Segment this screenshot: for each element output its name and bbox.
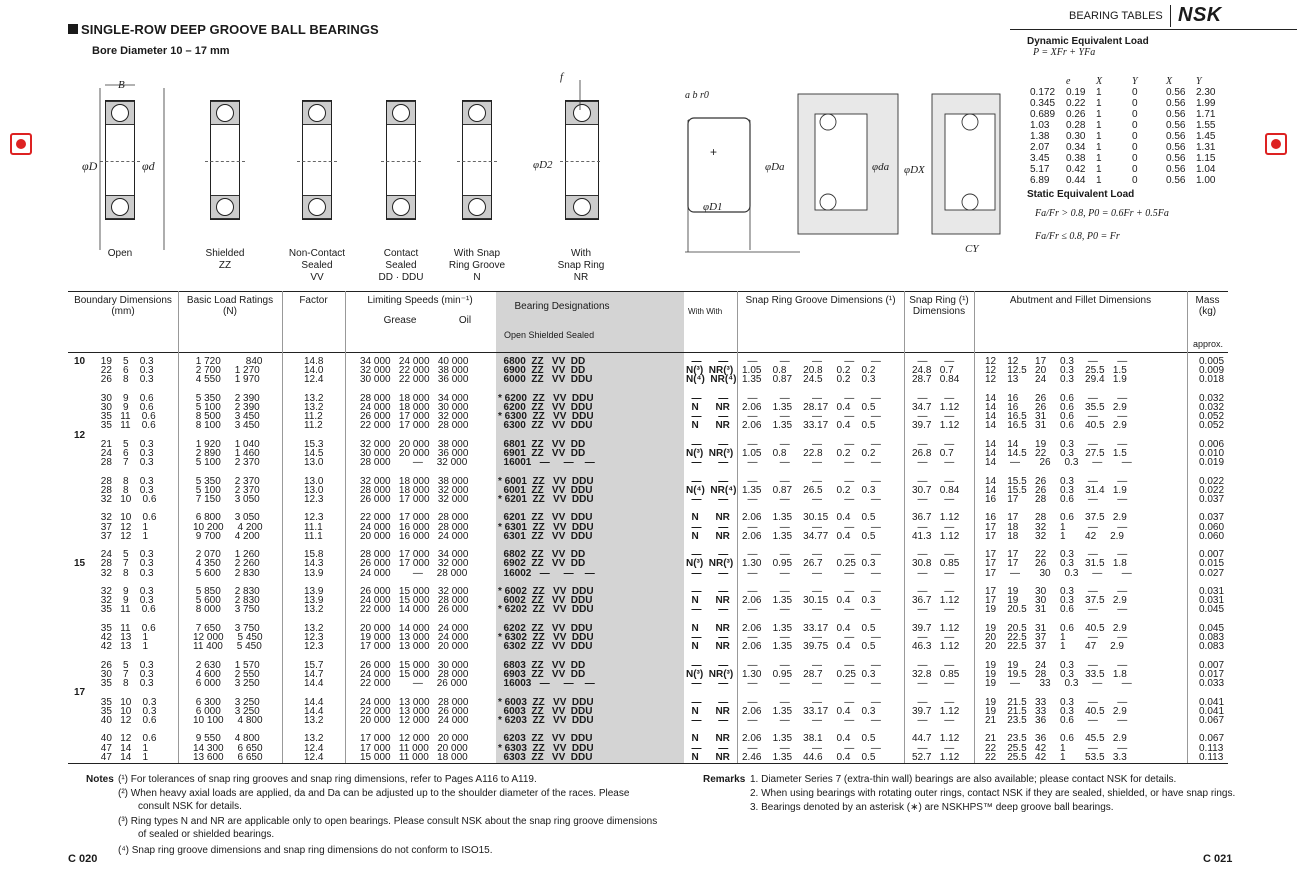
col-mass: 0.005 0.009 0.018 0.032 0.032 0.052 0.052 0.006 0.010 0.019 0.022 0.022 0.037 0.037 0.060 0.060 0.007 0.015 0.027 0.031 0.031 0.045 0.045 0.083 0.083 0.007 0.017 0.033 0.041 0.041 0.067 0.067 0.113 0.113 (1199, 356, 1225, 763)
notes-label: Notes (86, 774, 114, 785)
col-divider (1187, 291, 1188, 763)
note-2b: consult NSK for details. (138, 801, 242, 812)
header-separator (1170, 5, 1171, 27)
svg-text:a b r0: a b r0 (685, 90, 709, 101)
section-label: BEARING TABLES (1069, 10, 1163, 22)
col-divider (282, 291, 283, 763)
hdr-open-shielded-sealed: Open Shielded Sealed (504, 330, 595, 340)
load-row: 0.345 0.22 1 0 0.56 1.99 (1030, 98, 1216, 109)
col-factor: 14.8 14.0 12.4 13.2 13.2 11.2 11.2 15.3 14.5 13.0 13.0 13.0 12.3 12.3 11.1 11.1 15.8 14.3 13.9 13.9 13.9 13.2 13.2 12.3 12.3 15.7 14.7 14.4 14.4 14.4 13.2 13.2 12.4 12.4 (304, 356, 324, 763)
col-divider (974, 291, 975, 763)
col-divider (178, 291, 179, 763)
caption-non-contact: Non-Contact Sealed VV (288, 248, 346, 283)
svg-text:φd: φd (142, 159, 155, 173)
hdr-approx: approx. (1193, 339, 1224, 349)
col-snap-groove-dims: — — — — — 1.05 0.8 20.8 0.2 0.2 1.35 0.87 24.5 0.2 0.3 — — — — — 2.06 1.35 28.17 0.4 0.5 — — — — — 2.06 1.35 33.17 0.4 0.5 — — — — — 1.05 0.8 22.8 0.2 0.2 — — — — — — — — — — 1.35 0.87 26.5 0.2 0.3 — — — — — 2.06 1.35 30.15 0.4 0.5 — — — — — 2.06 1.35 34.77 0.4 0.5 — — — — — 1.30 0.95 26.7 0.25 0.3 — — — — — — — — — — 2.06 1.35 30.15 0.4 0.3 — — — — — 2.06 1.35 33.17 0.4 0.5 — — — — — 2.06 1.35 39.75 0.4 0.5 — — — — — 1.30 0.95 28.7 0.25 0.3 — — — — — — — — — — 2.06 1.35 33.17 0.4 0.3 — — — — — 2.06 1.35 38.1 0.4 0.5 — — — — — 2.46 1.35 44.6 0.4 0.5 (742, 356, 881, 763)
caption-open: Open (107, 248, 133, 259)
hdr-load: Basic Load Ratings (N) (186, 295, 274, 317)
bore-range: Bore Diameter 10 – 17 mm (92, 45, 230, 57)
bearing-tab-icon-left[interactable] (10, 133, 32, 155)
load-row: 1.03 0.28 1 0 0.56 1.55 (1030, 120, 1216, 131)
table-bottom-rule (68, 763, 1228, 764)
page-number-left: C 020 (68, 853, 98, 865)
load-row: 1.38 0.30 1 0 0.56 1.45 (1030, 131, 1216, 142)
col-D-B-r: 19 5 0.3 22 6 0.3 26 8 0.3 30 9 0.6 30 9 0.6 35 11 0.6 35 11 0.6 21 5 0.3 24 6 0.3 28 7 0.3 28 8 0.3 28 8 0.3 32 10 0.6 32 10 0.6 37 12 1 37 12 1 24 5 0.3 28 7 0.3 32 8 0.3 32 9 0.3 32 9 0.3 35 11 0.6 35 11 0.6 42 13 1 42 13 1 26 5 0.3 30 7 0.3 35 8 0.3 35 10 0.3 35 10 0.3 40 12 0.6 40 12 0.6 47 14 1 47 14 1 (100, 356, 157, 763)
svg-text:φDa: φDa (765, 161, 785, 173)
load-row: 3.45 0.38 1 0 0.56 1.15 (1030, 153, 1216, 164)
note-4: (⁴) Snap ring groove dimensions and snap ring dimensions do not conform to ISO15. (118, 845, 493, 856)
dynamic-load-equation: P = XFr + YFa (1033, 47, 1096, 58)
hdr-grease: Grease (383, 315, 417, 326)
hdr-designations: Bearing Designations (514, 301, 610, 312)
caption-snap-ring: With Snap Ring NR (557, 248, 605, 283)
col-divider (345, 291, 346, 763)
equivalent-load-box (1027, 36, 1227, 242)
hdr-factor: Factor (299, 295, 328, 306)
load-factor-table: e X Y X Y 0.172 0.19 1 0 0.56 2.30 0.345 0.22 1 0 0.56 1.99 0.689 0.26 1 0 0.56 1.71 1.03 0.28 1 0 0.56 1.55 1.38 0.30 1 0 0.56 1.45 2.07 0.34 1 0 0.56 1.31 3.45 0.38 1 0 0.56 1.15 5.17 0.42 1 0 0.56 1.04 6.89 0.44 1 0 0.56 1.00 (1027, 76, 1218, 186)
col-abutment-dims: 12 12 17 0.3 — — 12 12.5 20 0.3 25.5 1.5 12 13 24 0.3 29.4 1.9 14 16 26 0.6 — — 14 16 26 0.6 35.5 2.9 14 16.5 31 0.6 — — 14 16.5 31 0.6 40.5 2.9 14 14 19 0.3 — — 14 14.5 22 0.3 27.5 1.5 14 — 26 0.3 — — 14 15.5 26 0.3 — — 14 15.5 26 0.3 31.4 1.9 16 17 28 0.6 — — 16 17 28 0.6 37.5 2.9 17 18 32 1 — — 17 18 32 1 42 2.9 17 17 22 0.3 — — 17 17 26 0.3 31.5 1.8 17 — 30 0.3 — — 17 19 30 0.3 — — 17 19 30 0.3 37.5 2.9 19 20.5 31 0.6 — — 19 20.5 31 0.6 40.5 2.9 20 22.5 37 1 — — 20 22.5 37 1 47 2.9 19 19 24 0.3 — — 19 19.5 28 0.3 33.5 1.8 19 — 33 0.3 — — 19 21.5 33 0.3 — — 19 21.5 33 0.3 40.5 2.9 21 23.5 36 0.6 — — 21 23.5 36 0.6 45.5 2.9 22 25.5 42 1 — — 22 25.5 42 1 53.5 3.3 (985, 356, 1132, 763)
table-header-rule (68, 352, 1228, 353)
dynamic-load-title: Dynamic Equivalent Load (1027, 36, 1149, 47)
bearing-tab-icon-right[interactable] (1265, 133, 1287, 155)
hdr-abutment: Abutment and Fillet Dimensions (1009, 295, 1152, 306)
header-rule (1010, 29, 1297, 30)
remark-2: 2. When using bearings with rotating outer rings, contact NSK if they are sealed, shielded, or have snap rings. (750, 788, 1236, 799)
caption-snap-groove: With Snap Ring Groove N (448, 248, 506, 283)
load-row: 6.89 0.44 1 0 0.56 1.00 (1030, 175, 1216, 186)
svg-text:f: f (560, 71, 564, 83)
static-load-title: Static Equivalent Load (1027, 189, 1135, 200)
note-3: (³) Ring types N and NR are applicable only to open bearings. Please consult NSK about the snap ring groove dimensions (118, 816, 658, 827)
load-row: 2.07 0.34 1 0 0.56 1.31 (1030, 142, 1216, 153)
col-designations: 6800 ZZ VV DD 6900 ZZ VV DD 6000 ZZ VV DDU * 6200 ZZ VV DDU 6200 ZZ VV DDU * 6300 ZZ VV DDU 6300 ZZ VV DDU 6801 ZZ VV DD 6901 ZZ VV DD 16001 — — — * 6001 ZZ VV DDU 6001 ZZ VV DDU * 6201 ZZ VV DDU 6201 ZZ VV DDU * 6301 ZZ VV DDU 6301 ZZ VV DDU 6802 ZZ VV DD 6902 ZZ VV DD 16002 — — — * 6002 ZZ VV DDU 6002 ZZ VV DDU * 6202 ZZ VV DDU 6202 ZZ VV DDU * 6302 ZZ VV DDU 6302 ZZ VV DDU 6803 ZZ VV DD 6903 ZZ VV DD 16003 — — — * 6003 ZZ VV DDU 6003 ZZ VV DDU * 6203 ZZ VV DDU 6203 ZZ VV DDU * 6303 ZZ VV DDU 6303 ZZ VV DDU (498, 356, 595, 763)
hdr-snap-groove: Snap Ring Groove Dimensions (¹) (745, 295, 896, 306)
svg-text:+: + (710, 145, 718, 159)
col-load-ratings: 1 720 840 2 700 1 270 4 550 1 970 5 350 2 390 5 100 2 390 8 500 3 450 8 100 3 450 1 920 1 040 2 890 1 460 5 100 2 370 5 350 2 370 5 100 2 370 7 150 3 050 6 800 3 050 10 200 4 200 9 700 4 200 2 070 1 260 4 350 2 260 5 600 2 830 5 850 2 830 5 600 2 830 8 000 3 750 7 650 3 750 12 000 5 450 11 400 5 450 2 630 1 570 4 600 2 550 6 000 3 250 6 300 3 250 6 000 3 250 10 100 4 800 9 550 4 800 14 300 6 650 13 600 6 650 (193, 356, 263, 763)
table-top-rule (68, 291, 1228, 292)
svg-text:φD: φD (82, 159, 98, 173)
note-2: (²) When heavy axial loads are applied, da and Da can be adjusted up to the shoulder diameter of the races. Please (118, 788, 630, 799)
hdr-mass: Mass (kg) (1195, 295, 1220, 317)
svg-text:φda: φda (872, 161, 890, 173)
page-number-right: C 021 (1203, 853, 1233, 865)
col-snap-ring-dims: — — 24.8 0.7 28.7 0.84 — — 34.7 1.12 — — 39.7 1.12 — — 26.8 0.7 — — — — 30.7 0.84 — — 36.7 1.12 — — 41.3 1.12 — — 30.8 0.85 — — — — 36.7 1.12 — — 39.7 1.12 — — 46.3 1.12 — — 32.8 0.85 — — — — 39.7 1.12 — — 44.7 1.12 — — 52.7 1.12 (912, 356, 960, 763)
static-load-eq2: Fa/Fr ≤ 0.8, P0 = Fr (1035, 231, 1120, 242)
load-row: 0.172 0.19 1 0 0.56 2.30 (1030, 87, 1216, 98)
hdr-boundary: Boundary Dimensions (mm) (74, 295, 172, 317)
page-title: SINGLE-ROW DEEP GROOVE BALL BEARINGS (68, 22, 379, 37)
load-row: 0.689 0.26 1 0 0.56 1.71 (1030, 109, 1216, 120)
note-1: (¹) For tolerances of snap ring grooves and snap ring dimensions, refer to Pages A116 to A119. (118, 774, 537, 785)
col-divider (737, 291, 738, 763)
hdr-with-snap: With With (688, 307, 723, 316)
static-load-eq1: Fa/Fr > 0.8, P0 = 0.6Fr + 0.5Fa (1035, 208, 1169, 219)
svg-text:φD1: φD1 (703, 201, 723, 213)
col-limiting-speeds: 34 000 24 000 40 000 32 000 22 000 38 000 30 000 22 000 36 000 28 000 18 000 34 000 24 000 18 000 30 000 26 000 17 000 32 000 22 000 17 000 28 000 32 000 20 000 38 000 30 000 20 000 36 000 28 000 — 32 000 32 000 18 000 38 000 28 000 18 000 32 000 26 000 17 000 32 000 22 000 17 000 28 000 24 000 16 000 28 000 20 000 16 000 24 000 28 000 17 000 34 000 26 000 17 000 32 000 24 000 — 28 000 26 000 15 000 32 000 24 000 15 000 28 000 22 000 14 000 26 000 20 000 14 000 24 000 19 000 13 000 24 000 17 000 13 000 20 000 26 000 15 000 30 000 24 000 15 000 28 000 22 000 — 26 000 24 000 13 000 28 000 22 000 13 000 26 000 20 000 12 000 24 000 17 000 12 000 20 000 17 000 11 000 20 000 15 000 11 000 18 000 (360, 356, 469, 763)
caption-shielded: Shielded ZZ (205, 248, 245, 271)
hdr-oil: Oil (458, 315, 472, 326)
svg-text:φDX: φDX (904, 164, 925, 176)
hdr-speed: Limiting Speeds (min⁻¹) (367, 295, 473, 306)
note-3b: of sealed or shielded bearings. (138, 829, 275, 840)
remarks-label: Remarks (703, 774, 746, 785)
remark-1: 1. Diameter Series 7 (extra-thin wall) bearings are also available; please contact NSK for details. (750, 774, 1177, 785)
caption-contact: Contact Sealed DD · DDU (378, 248, 424, 283)
remark-3: 3. Bearings denoted by an asterisk (∗) are NSKHPS™ deep groove ball bearings. (750, 802, 1114, 813)
col-n-nr: — — N(³) NR(³) N(⁴) NR(⁴) — — N NR — — N NR — — N(³) NR(³) — — — — N(⁴) NR(⁴) — — N NR — — N NR — — N(³) NR(³) — — — — N NR — — N NR — — N NR — — N(³) NR(³) — — — — N NR — — N NR — — N NR (686, 356, 737, 763)
col-bore-d: 10 12 15 17 (74, 356, 86, 699)
hdr-snap-ring: Snap Ring (¹) Dimensions (909, 295, 969, 317)
load-row: 5.17 0.42 1 0 0.56 1.04 (1030, 164, 1216, 175)
svg-text:CY: CY (965, 243, 979, 255)
svg-text:φD2: φD2 (533, 159, 553, 171)
brand-logo: NSK (1178, 4, 1222, 26)
svg-text:B: B (118, 79, 125, 91)
col-divider (904, 291, 905, 763)
